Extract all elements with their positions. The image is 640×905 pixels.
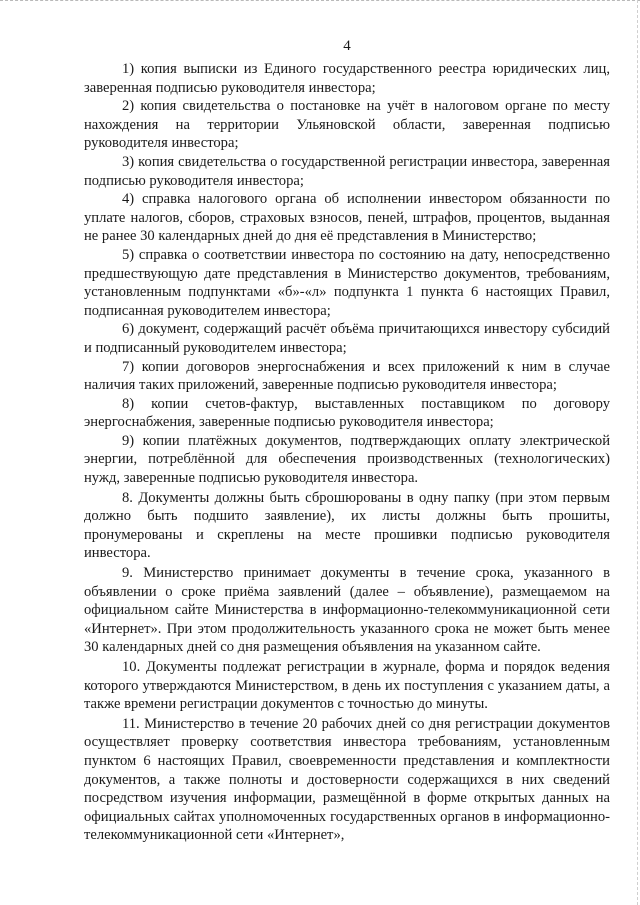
paragraph-point-10: 10. Документы подлежат регистрации в журнале, форма и порядок ведения которого утверждаются Министерством, в день их поступления с указанием даты, а также времени регистрации документов с точностью до минуты.: [84, 659, 610, 713]
paragraph-point-9: 9. Министерство принимает документы в течение срока, указанного в объявлении о сроке приёма заявлений (далее – объявление), размещаемом на официальном сайте Министерства в информационно-телекоммуникационной сети «Интернет». При этом продолжительность указанного срока не может быть менее 30 календарных дней со дня размещения объявления на указанном сайте.: [84, 565, 610, 656]
paragraph-item-4: 4) справка налогового органа об исполнении инвестором обязанности по уплате налогов, сборов, страховых взносов, пеней, штрафов, процентов, выданная не ранее 30 календарных дней до дня её представления в Министерство;: [84, 191, 610, 245]
paragraph-item-9: 9) копии платёжных документов, подтверждающих оплату электрической энергии, потреблённой для обеспечения производственных (технологических) нужд, заверенные подписью руководителя инвестора.: [84, 432, 610, 487]
paragraph-item-2: 2) копия свидетельства о постановке на учёт в налоговом органе по месту нахождения на территории Ульяновской области, заверенная подписью руководителя инвестора;: [84, 98, 610, 152]
paragraph-item-6: 6) документ, содержащий расчёт объёма причитающихся инвестору субсидий и подписанный руководителем инвестора;: [84, 321, 610, 356]
paragraph-item-8: 8) копии счетов-фактур, выставленных поставщиком по договору энергоснабжения, заверенные подписью руководителя инвестора;: [84, 395, 610, 431]
paragraph-point-11: 11. Министерство в течение 20 рабочих дней со дня регистрации документов осуществляет проверку соответствия инвестора требованиям, установленным пунктом 6 настоящих Правил, своевременности представления и комплектности документов, а также полноты и достоверности содержащихся в них сведений посредством изучения информации, размещённой в форме открытых данных на официальных сайтах уполномоченных государственных органов в информационно-телекоммуникационной сети «Интернет»,: [84, 715, 610, 844]
page-number: 4: [343, 38, 351, 54]
scan-top-edge: [0, 0, 640, 7]
paragraph-item-1: 1) копия выписки из Единого государственного реестра юридических лиц, заверенная подписью руководителя инвестора;: [84, 61, 610, 96]
scan-right-edge: [636, 0, 638, 905]
paragraph-item-5: 5) справка о соответствии инвестора по состоянию на дату, непосредственно предшествующую дате представления в Министерство документов, требованиям, установленным подпунктами «б»-«л» подпункта 1 пункта 6 настоящих Правил, подписанная руководителем инвестора;: [84, 246, 610, 319]
paragraph-point-8: 8. Документы должны быть сброшюрованы в одну папку (при этом первым должно быть подшито заявление), их листы должны быть прошиты, пронумерованы и скреплены на месте прошивки подписью руководителя инвестора.: [84, 489, 610, 562]
paragraph-item-3: 3) копия свидетельства о государственной регистрации инвестора, заверенная подписью руководителя инвестора;: [84, 153, 610, 189]
paragraph-item-7: 7) копии договоров энергоснабжения и всех приложений к ним в случае наличия таких приложений, заверенные подписью руководителя инвестора;: [84, 358, 610, 394]
